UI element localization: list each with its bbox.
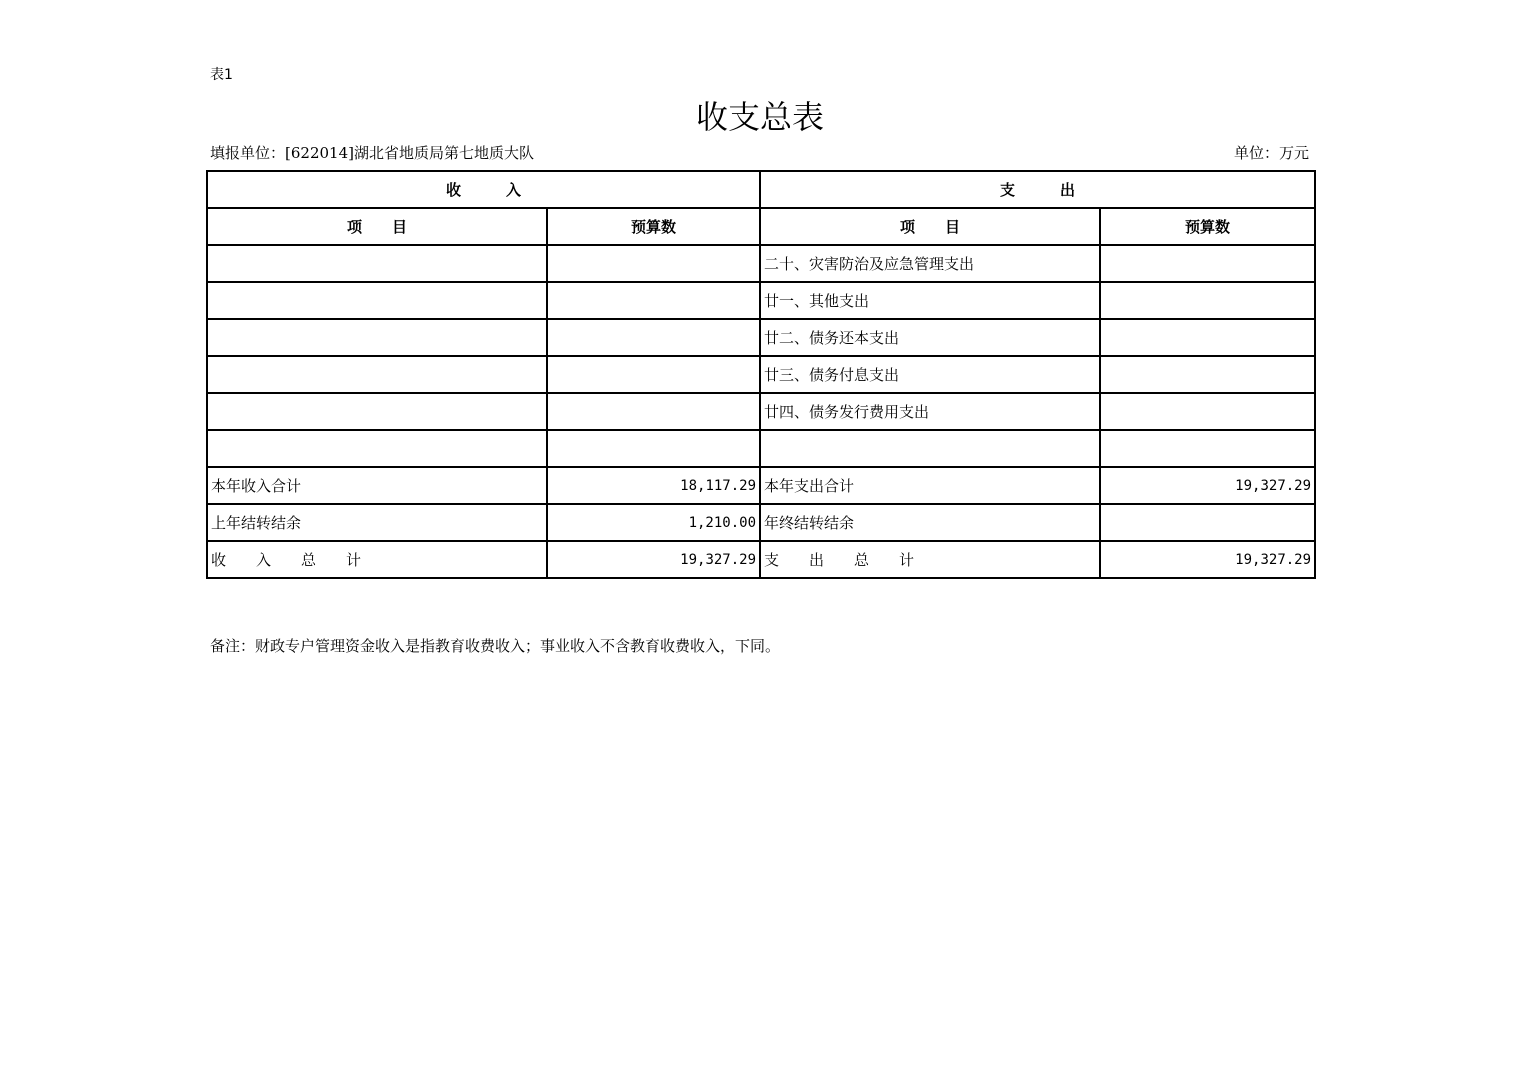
income-item-cell — [207, 393, 547, 430]
expense-amount-cell — [1100, 356, 1315, 393]
table-row — [207, 393, 1315, 430]
table-row — [207, 356, 1315, 393]
table-row-grand-total — [207, 541, 1315, 578]
income-item-cell — [207, 319, 547, 356]
table-column-header-row — [207, 208, 1315, 245]
reporting-unit: 填报单位：[622014]湖北省地质局第七地质大队 — [210, 144, 534, 162]
expense-budget-header: 预算数 — [1100, 208, 1315, 245]
currency-unit: 单位：万元 — [1233, 144, 1309, 162]
table-section-header-row — [207, 171, 1315, 208]
income-item-cell — [207, 430, 547, 467]
expense-amount-cell — [1100, 430, 1315, 467]
expense-item-cell: 本年支出合计 — [760, 467, 1100, 504]
table-row-annual-total — [207, 467, 1315, 504]
expense-amount-cell — [1100, 245, 1315, 282]
remark-note: 备注：财政专户管理资金收入是指教育收费收入；事业收入不含教育收费收入，下同。 — [210, 637, 781, 655]
expense-amount-cell — [1100, 282, 1315, 319]
expense-item-header: 项 目 — [760, 208, 1100, 245]
income-item-cell — [207, 356, 547, 393]
income-section-header: 收 入 — [207, 171, 760, 208]
income-amount-cell: 19,327.29 — [547, 541, 760, 578]
income-amount-cell — [547, 430, 760, 467]
income-item-cell: 本年收入合计 — [207, 467, 547, 504]
expense-item-cell: 廿二、债务还本支出 — [760, 319, 1100, 356]
expense-item-cell — [760, 430, 1100, 467]
table-row — [207, 430, 1315, 467]
expense-item-cell: 廿三、债务付息支出 — [760, 356, 1100, 393]
income-amount-cell — [547, 245, 760, 282]
expense-amount-cell — [1100, 504, 1315, 541]
income-amount-cell — [547, 282, 760, 319]
expense-section-header: 支 出 — [760, 171, 1315, 208]
income-amount-cell — [547, 319, 760, 356]
table-row-carryover — [207, 504, 1315, 541]
expense-item-cell: 廿一、其他支出 — [760, 282, 1100, 319]
expense-item-cell: 支 出 总 计 — [760, 541, 1100, 578]
income-item-cell — [207, 245, 547, 282]
income-amount-cell: 18,117.29 — [547, 467, 760, 504]
expense-amount-cell: 19,327.29 — [1100, 467, 1315, 504]
expense-item-cell: 廿四、债务发行费用支出 — [760, 393, 1100, 430]
income-budget-header: 预算数 — [547, 208, 760, 245]
table-row — [207, 282, 1315, 319]
income-item-cell: 上年结转结余 — [207, 504, 547, 541]
income-amount-cell — [547, 393, 760, 430]
income-item-header: 项 目 — [207, 208, 547, 245]
expense-amount-cell: 19,327.29 — [1100, 541, 1315, 578]
expense-item-cell: 年终结转结余 — [760, 504, 1100, 541]
income-amount-cell — [547, 356, 760, 393]
expense-item-cell: 二十、灾害防治及应急管理支出 — [760, 245, 1100, 282]
income-amount-cell: 1,210.00 — [547, 504, 760, 541]
table-row — [207, 245, 1315, 282]
income-expense-table — [206, 170, 1316, 579]
income-item-cell: 收 入 总 计 — [207, 541, 547, 578]
page-title: 收支总表 — [695, 98, 824, 136]
income-item-cell — [207, 282, 547, 319]
expense-amount-cell — [1100, 319, 1315, 356]
expense-amount-cell — [1100, 393, 1315, 430]
table-number-label: 表1 — [210, 67, 233, 83]
table-row — [207, 319, 1315, 356]
